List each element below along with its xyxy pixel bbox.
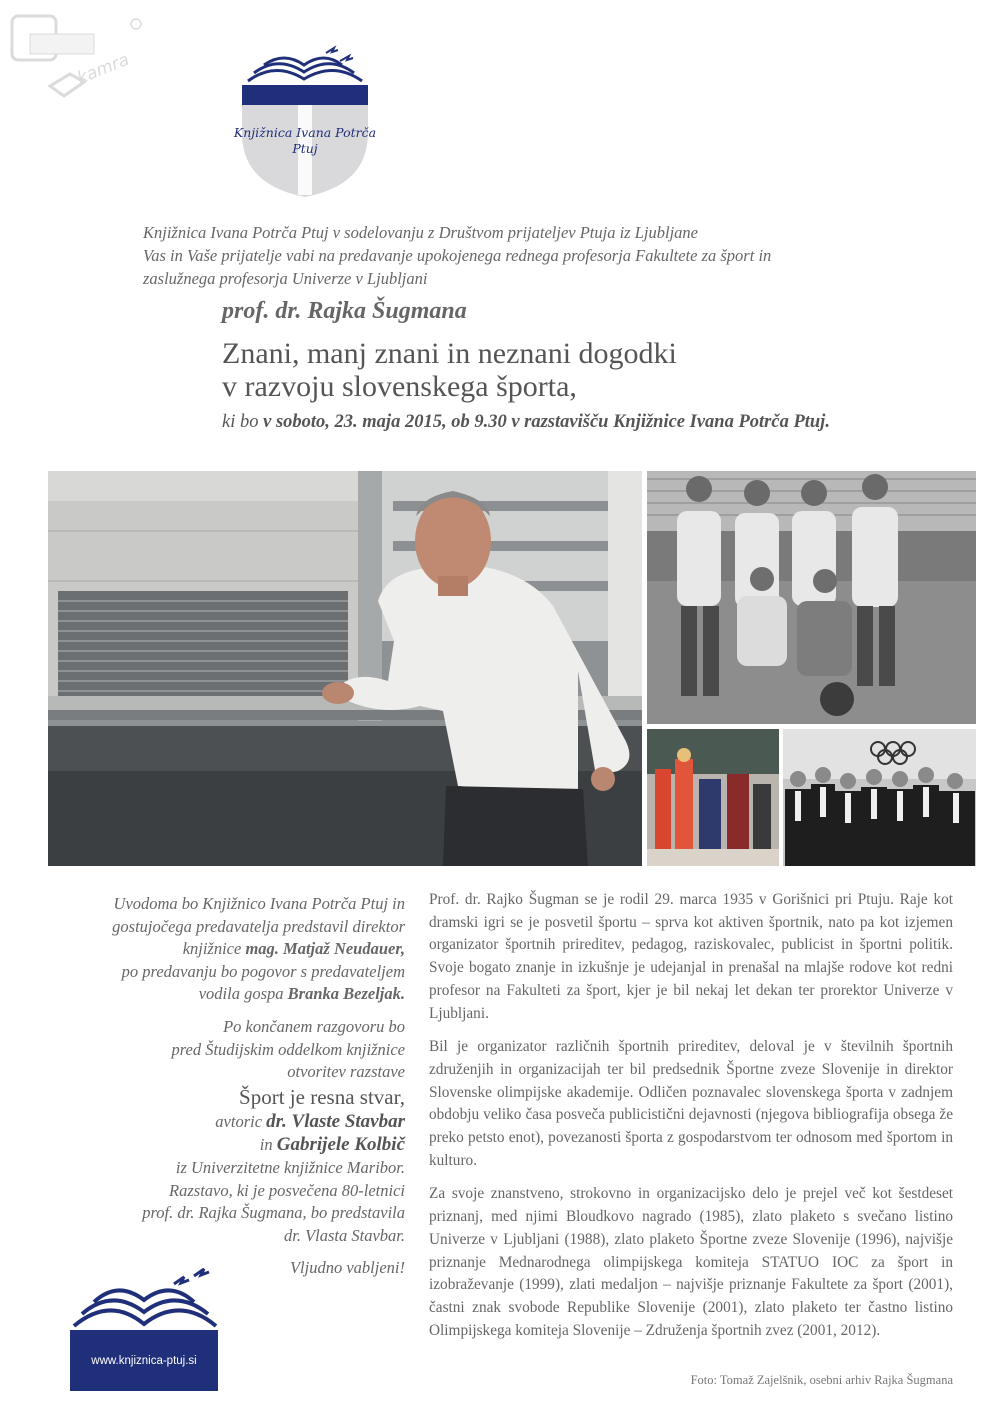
biography-paragraph: Bil je organizator različnih športnih prireditev, deloval je v številnih športnih združenjih in organizacijah ter bil predsednik Športne zveze Slovenije in direktor Slovenske olimpijske akademije. Odličen poznavalec slovenskega športa v zadnjem obdobju veliko časa posveča publicistični dejavnosti (njegova bibliografija obsega že preko petsto enot), povezanosti športa z gospodarstvom ter odnosom med športom in kulturo. — [429, 1038, 953, 1169]
kamra-watermark-logo — [8, 10, 148, 110]
professor-portrait-photo — [48, 471, 642, 866]
author-name: dr. Vlaste Stavbar — [266, 1110, 405, 1132]
archive-team-photo — [647, 471, 976, 724]
library-website-url: www.knjiznica-ptuj.si — [91, 1355, 197, 1367]
event-date-place: ki bo v soboto, 23. maja 2015, ob 9.30 v razstavišču Knjižnice Ivana Potrča Ptuj. — [222, 412, 830, 432]
library-logo — [230, 45, 380, 200]
lecture-title-line2: v razvoju slovenskega športa, — [222, 370, 577, 403]
lecture-title-line1: Znani, manj znani in neznani dogodki — [222, 337, 677, 370]
footer-library-logo — [70, 1268, 225, 1391]
biography-paragraph: Prof. dr. Rajko Šugman se je rodil 29. marca 1935 v Gorišnici pri Ptuju. Raje kot dramski igri se je posvetil športu – sprva kot aktiven športnik, nato pa kot izjemen organizator športnih prireditev, pedagog, raziskovalec, publicist in športni politik. Svoje bogato znanje in izkušnje je udejanjal in prenašal na mlajše rodove kot redni profesor na Fakulteti za šport, kjer je bil nekaj let dekan ter prorektor Univerze v Ljubljani. — [429, 891, 953, 1022]
speaker-name: prof. dr. Rajka Šugmana — [222, 298, 467, 324]
director-name: mag. Matjaž Neudauer, — [245, 939, 405, 959]
author-name: Gabrijele Kolbič — [276, 1134, 405, 1156]
event-program-text: Uvodoma bo Knjižnico Ivana Potrča Ptuj in gostujočega predavatelja predstavil direktor knjižnice mag. Matjaž Neudauer, po predavanju bo pogovor s predavateljem vodila gospa Branka Bezeljak. Po končanem razgovoru bo pred Študijskim oddelkom knjižnice otvoritev razstave Šport je resna stvar, avtoric dr. Vlaste Stavbar in Gabrijele Kolbič iz Univerzitetne knjižnice Maribor. Razstavo, ki je posvečena 80-letnici prof. dr. Rajka Šugmana, bo predstavila dr. Vlasta Stavbar. Vljudno vabljeni! — [48, 893, 405, 1280]
intro-line: Vas in Vaše prijatelje vabi na predavanje upokojenega rednega profesorja Fakultete za šport in — [143, 246, 772, 265]
archive-ceremony-photo — [647, 729, 779, 866]
library-name-line1: Knjižnica Ivana Potrča — [233, 125, 377, 140]
svg-text:kamra: kamra — [74, 49, 133, 89]
library-name-line2: Ptuj — [292, 141, 318, 156]
archive-olympic-group-photo — [783, 729, 976, 866]
intro-line: zaslužnega profesorja Univerze v Ljubljani — [143, 269, 428, 288]
intro-line: Knjižnica Ivana Potrča Ptuj v sodelovanju z Društvom prijateljev Ptuja iz Ljubljane — [143, 223, 698, 242]
moderator-name: Branka Bezeljak. — [287, 984, 405, 1004]
intro-text — [143, 221, 903, 290]
biography-paragraph: Za svoje znanstveno, strokovno in organizacijsko delo je prejel več kot šestdeset priznanj, med njimi Bloudkovo nagrado (1985), zlato plaketo s svečano listino Univerze v Ljubljani (1988), zlato plaketo Športne zveze Slovenije (1996), najvišje priznanje Mednarodnega olimpijskega komiteja STATUO IOC za šport in izobraževanje (1999), zlati medaljon – najvišje priznanje Fakultete za šport (2001), častni znak svobode Republike Slovenije (2001), zlato plaketo ter častno listino Olimpijskega komiteja Slovenije – Združenja športnih zvez (2001, 2012). — [429, 1185, 953, 1339]
biography-text — [429, 889, 953, 1353]
closing-greeting: Vljudno vabljeni! — [289, 1258, 405, 1278]
photo-credit: Foto: Tomaž Zajelšnik, osebni arhiv Rajka Šugmana — [690, 1373, 953, 1387]
exhibition-title: Šport je resna stvar, — [239, 1084, 405, 1109]
